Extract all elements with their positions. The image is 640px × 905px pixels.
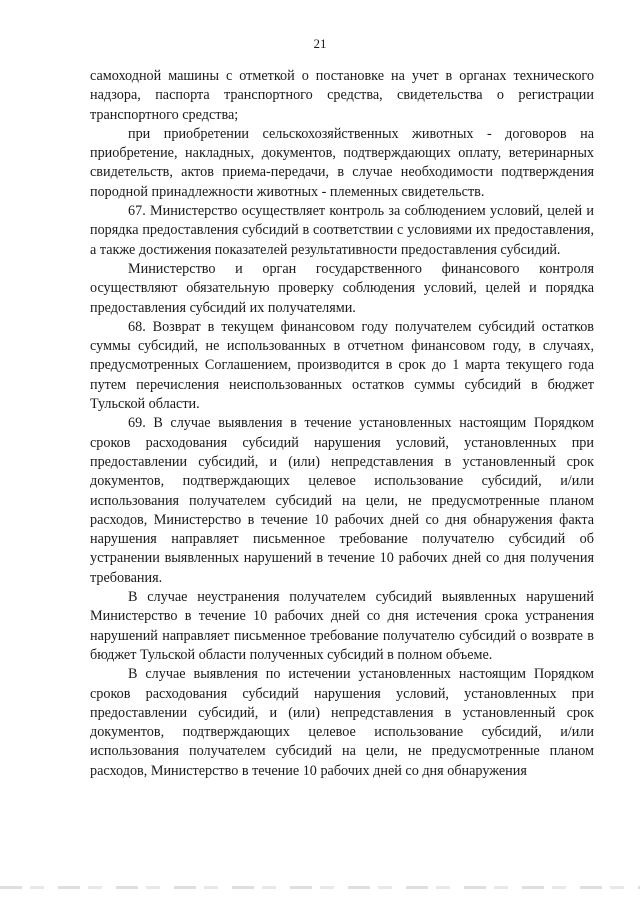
- paragraph-68: 68. Возврат в текущем финансовом году получателем субсидий остатков суммы субсидий, не использованных в отчетном финансовом году, в случаях, предусмотренных Соглашением, производится в срок до 1 марта текущего года путем перечисления неиспользованных остатков суммы субсидий в бюджет Тульской области.: [90, 318, 594, 413]
- paragraph-67: 67. Министерство осуществляет контроль за соблюдением условий, целей и порядка предоставления субсидий в соответствии с условиями их предоставления, а также достижения показателей результативности предоставления субсидий.: [90, 203, 594, 258]
- paragraph-non-elimination: В случае неустранения получателем субсидий выявленных нарушений Министерство в течение 10 рабочих дней со дня истечения срока устранения нарушений направляет письменное требование получателю субсидий о возврате в бюджет Тульской области полученных субсидий в полном объеме.: [90, 589, 594, 663]
- paragraph-control-check: Министерство и орган государственного финансового контроля осуществляют обязательную проверку соблюдения условий, целей и порядка предоставления субсидий их получателями.: [90, 260, 594, 316]
- paragraph-69: 69. В случае выявления в течение установленных настоящим Порядком сроков расходования субсидий нарушения условий, установленных при предоставлении субсидий, и (или) непредставления в установленный срок документов, подтверждающих целевое использование субсидий, и/или использования получателем субсидий на цели, не предусмотренные планом расходов, Министерство в течение 10 рабочих дней со дня обнаружения факта нарушения направляет письменное требование получателю субсидий об устранении выявленных нарушений в течение 10 рабочих дней со дня получения требования.: [90, 415, 594, 586]
- page-number: 21: [313, 36, 327, 51]
- paragraph-animals-documents: при приобретении сельскохозяйственных животных - договоров на приобретение, накладных, документов, подтверждающих оплату, ветеринарных свидетельств, актов приема-передачи, в случае необходимости подтверждения породной принадлежности животных - племенных свидетельств.: [90, 125, 594, 200]
- paragraph-after-deadline: В случае выявления по истечении установленных настоящим Порядком сроков расходования субсидий нарушения условий, установленных при предоставлении субсидий, и (или) непредставления в установленный срок документов, подтверждающих целевое использование субсидий, и/или использования получателем субсидий на цели, не предусмотренные планом расходов, Министерство в течение 10 рабочих дней со дня обнаружения: [90, 666, 594, 779]
- paragraph-continuation: самоходной машины с отметкой о постановке на учет в органах технического надзора, паспорта транспортного средства, свидетельства о регистрации транспортного средства;: [90, 68, 594, 123]
- document-body: [90, 67, 594, 781]
- scan-edge-marks: [0, 886, 640, 889]
